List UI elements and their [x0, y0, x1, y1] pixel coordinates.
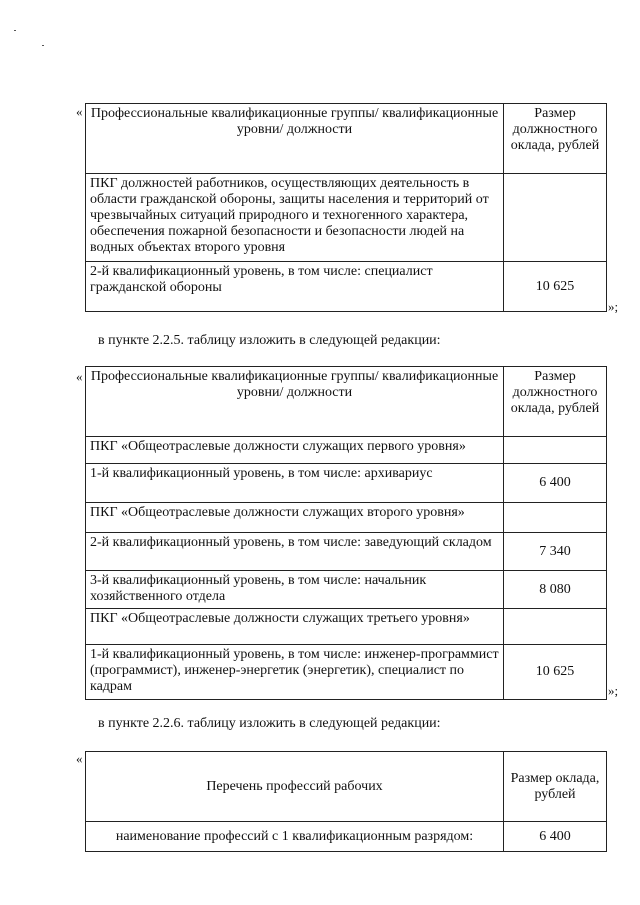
table-row — [86, 464, 607, 503]
row-value: 6 400 — [504, 822, 607, 852]
paragraph-2-2-5: в пункте 2.2.5. таблицу изложить в следующей редакции: — [98, 333, 441, 348]
row-label: 2-й квалификационный уровень, в том числе: специалист гражданской обороны — [86, 262, 504, 312]
paragraph-2-2-6: в пункте 2.2.6. таблицу изложить в следующей редакции: — [98, 716, 441, 731]
scan-speck — [42, 45, 44, 46]
row-value — [504, 437, 607, 464]
close-quote: »; — [608, 299, 619, 314]
table-row — [86, 609, 607, 645]
row-label: ПКГ «Общеотраслевые должности служащих третьего уровня» — [86, 609, 504, 645]
table-row — [86, 437, 607, 464]
row-label: 3-й квалификационный уровень, в том числе: начальник хозяйственного отдела — [86, 571, 504, 609]
row-value: 10 625 — [504, 645, 607, 700]
table-row — [86, 645, 607, 700]
open-quote: « — [76, 751, 83, 766]
row-label: ПКГ должностей работников, осуществляющих деятельность в области гражданской обороны, защиты населения и территорий от чрезвычайных ситуаций природного и техногенного характера, обеспечения пожарной безопасности и безопасности людей на водных объектах второго уровня — [86, 174, 504, 262]
row-label: 1-й квалификационный уровень, в том числе: инженер-программист (программист), инженер-энергетик (энергетик), специалист по кадрам — [86, 645, 504, 700]
table-row — [86, 571, 607, 609]
header-cell-salary: Размер должностного оклада, рублей — [504, 367, 607, 437]
header-cell-professions: Перечень профессий рабочих — [86, 752, 504, 822]
open-quote: « — [76, 104, 83, 119]
row-label: ПКГ «Общеотраслевые должности служащих второго уровня» — [86, 503, 504, 533]
row-label: наименование профессий с 1 квалификационным разрядом: — [86, 822, 504, 852]
row-label: 2-й квалификационный уровень, в том числе: заведующий складом — [86, 533, 504, 571]
scan-speck — [14, 30, 16, 31]
table-row — [86, 174, 607, 262]
row-value: 10 625 — [504, 262, 607, 312]
row-value — [504, 174, 607, 262]
table-row — [86, 822, 607, 852]
row-value: 6 400 — [504, 464, 607, 503]
open-quote: « — [76, 369, 83, 384]
table-pkg-civil-defense — [85, 103, 607, 312]
header-cell-salary: Размер должностного оклада, рублей — [504, 104, 607, 174]
table-row — [86, 533, 607, 571]
row-value: 7 340 — [504, 533, 607, 571]
row-label: ПКГ «Общеотраслевые должности служащих первого уровня» — [86, 437, 504, 464]
close-quote: »; — [608, 683, 619, 698]
header-cell-salary: Размер оклада, рублей — [504, 752, 607, 822]
table-header-row — [86, 367, 607, 437]
table-header-row — [86, 104, 607, 174]
table-header-row — [86, 752, 607, 822]
table-worker-professions — [85, 751, 607, 852]
row-value — [504, 503, 607, 533]
row-value — [504, 609, 607, 645]
row-value: 8 080 — [504, 571, 607, 609]
header-cell-groups: Профессиональные квалификационные группы/ квалификационные уровни/ должности — [86, 104, 504, 174]
table-row — [86, 262, 607, 312]
table-row — [86, 503, 607, 533]
header-cell-groups: Профессиональные квалификационные группы/ квалификационные уровни/ должности — [86, 367, 504, 437]
table-pkg-general-positions — [85, 366, 607, 700]
row-label: 1-й квалификационный уровень, в том числе: архивариус — [86, 464, 504, 503]
